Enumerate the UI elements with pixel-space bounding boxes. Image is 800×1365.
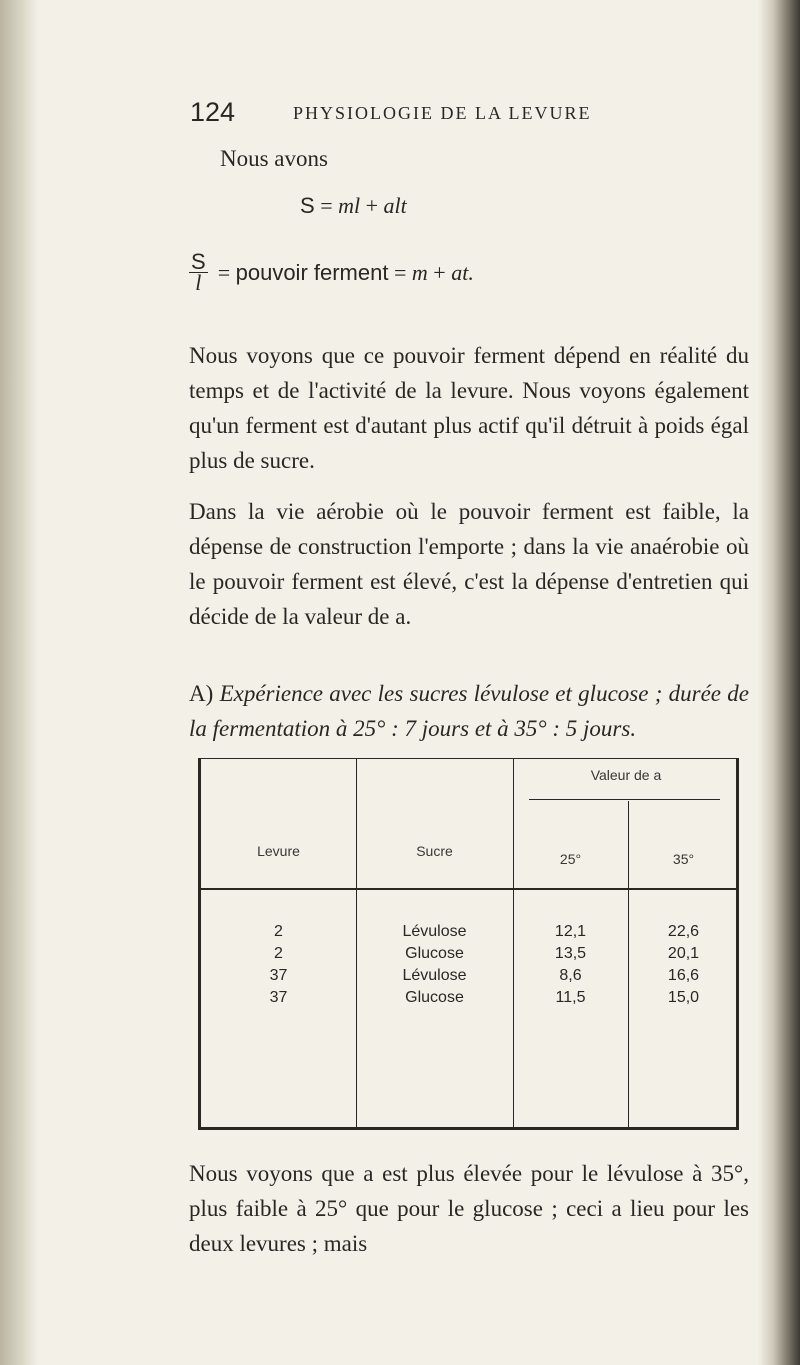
cell-v35: 15,0 (667, 989, 700, 1006)
fraction-numerator: S (191, 249, 206, 274)
header-levure: Levure (257, 843, 300, 859)
header-valeur: Valeur de a (590, 767, 662, 783)
paragraph-2: Dans la vie aérobie où le pouvoir ferment est faible, la dépense de construction l'emporte ; dans la vie anaérobie où le pouvoir ferment est élevé, c'est la dépense d'entretien qui décide de la valeur de a. (189, 499, 749, 629)
formula-1-lhs: S (300, 193, 315, 218)
running-title: PHYSIOLOGIE DE LA LEVURE (293, 103, 592, 123)
formula-1-eq: = (320, 193, 333, 218)
col-divider-2 (513, 759, 514, 1128)
cell-v25: 11,5 (555, 989, 586, 1006)
intro-line: Nous avons (220, 146, 328, 171)
formula-2-label: pouvoir ferment (235, 260, 389, 285)
subheader-brace (529, 799, 720, 800)
formula-1 (300, 188, 407, 223)
formula-1-plus: + (365, 193, 379, 218)
formula-2-term1: m (411, 260, 428, 285)
formula-1-term2: alt (383, 193, 407, 218)
cell-v25: 13,5 (554, 945, 587, 962)
formula-2-plus: + (433, 260, 446, 285)
paragraph-3 (189, 676, 749, 746)
formula-2-term2: at. (451, 260, 474, 285)
cell-sucre: Glucose (405, 945, 464, 962)
results-table (198, 758, 739, 1130)
cell-v25: 12,1 (554, 923, 587, 940)
formula-2-fraction (189, 249, 208, 295)
formula-2-eq2: = (393, 260, 407, 285)
formula-2 (189, 249, 474, 295)
page-number: 124 (190, 97, 236, 127)
page-right-edge (758, 0, 800, 1365)
cell-v35: 20,1 (667, 945, 700, 962)
paragraph-1: Nous voyons que ce pouvoir ferment dépend en réalité du temps et de l'activité de la levure. Nous voyons également qu'un ferment est d'autant plus actif qu'il détruit à poids égal plus de sucre. (189, 343, 749, 473)
header-35: 35° (672, 851, 695, 867)
cell-v35: 16,6 (667, 967, 700, 984)
formula-1-term1: ml (338, 193, 361, 218)
header-divider (201, 888, 736, 890)
cell-v35: 22,6 (667, 923, 700, 940)
paragraph-4: Nous voyons que a est plus élevée pour le lévulose à 35°, plus faible à 25° que pour le glucose ; ceci a lieu pour les deux levures ; mais (189, 1161, 749, 1256)
cell-levure: 2 (274, 945, 283, 962)
header-sucre: Sucre (416, 843, 453, 859)
formula-2-eq: = (217, 260, 231, 285)
header-25: 25° (559, 851, 582, 867)
paragraph-3-italic: Expérience avec les sucres lévulose et glucose ; durée de la fermentation à 25° : 7 jours et à 35° : 5 jours. (189, 681, 749, 741)
cell-levure: 37 (269, 989, 288, 1006)
paragraph-3-lead: A) (189, 681, 214, 706)
cell-levure: 37 (269, 967, 288, 984)
cell-sucre: Lévulose (402, 923, 467, 940)
fraction-denominator: l (195, 270, 202, 295)
cell-v25: 8,6 (559, 967, 582, 984)
cell-sucre: Lévulose (402, 967, 467, 984)
cell-sucre: Glucose (405, 989, 464, 1006)
cell-levure: 2 (274, 923, 283, 940)
page-header (190, 97, 710, 137)
page-left-edge (0, 0, 38, 1365)
col-divider-1 (356, 759, 357, 890)
